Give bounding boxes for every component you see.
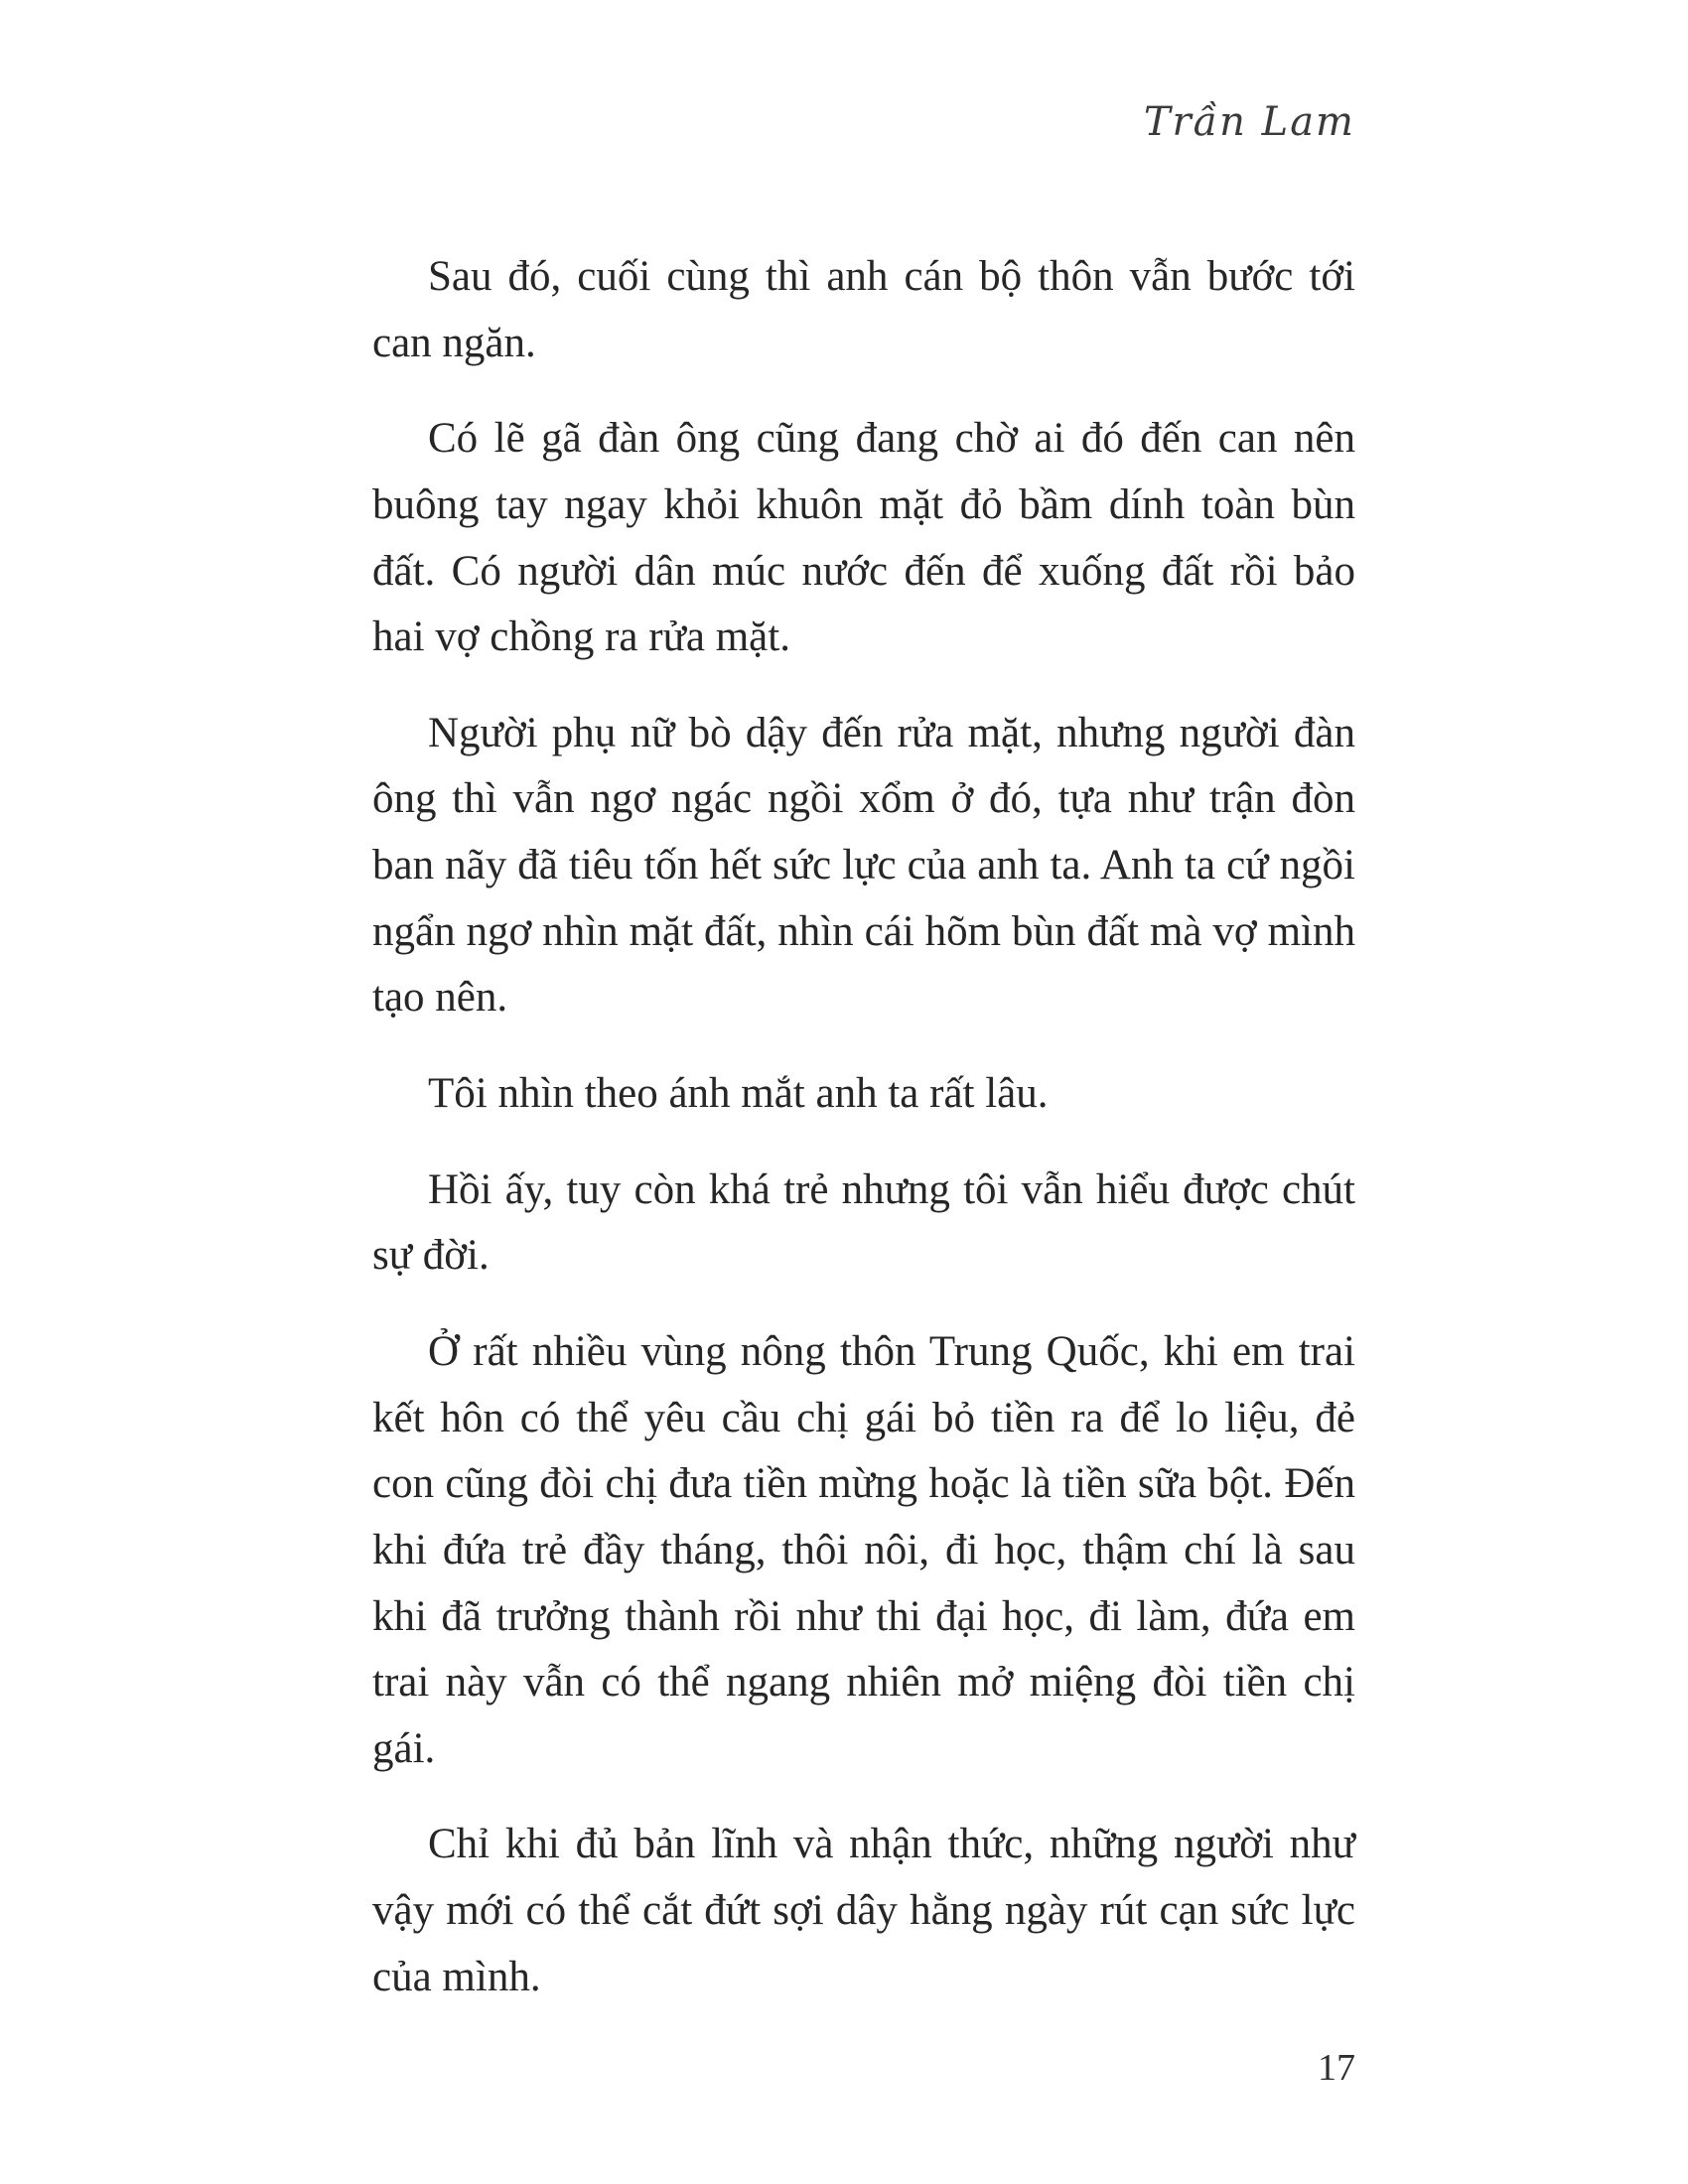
page-header [372, 99, 1355, 145]
paragraph: Tôi nhìn theo ánh mắt anh ta rất lâu. [428, 1070, 1049, 1118]
author-name: Trần Lam [1143, 99, 1355, 145]
page-body [372, 244, 1355, 2040]
page-footer [372, 2046, 1355, 2090]
paragraph: Có lẽ gã đàn ông cũng đang chờ ai đó đến can nên buông tay ngay khỏi khuôn mặt đỏ bầm dính toàn bùn đất. Có người dân múc nước đến để xuống đất rồi bảo hai vợ chồng ra rửa mặt. [372, 415, 1355, 661]
paragraph: Hồi ấy, tuy còn khá trẻ nhưng tôi vẫn hiểu được chút sự đời. [372, 1165, 1355, 1280]
paragraph: Người phụ nữ bò dậy đến rửa mặt, nhưng người đàn ông thì vẫn ngơ ngác ngồi xổm ở đó, tựa như trận đòn ban nãy đã tiêu tốn hết sức lực của anh ta. Anh ta cứ ngồi ngẩn ngơ nhìn mặt đất, nhìn cái hõm bùn đất mà vợ mình tạo nên. [372, 709, 1355, 1022]
paragraph: Sau đó, cuối cùng thì anh cán bộ thôn vẫn bước tới can ngăn. [372, 253, 1355, 366]
page-number: 17 [1318, 2047, 1355, 2089]
paragraph: Ở rất nhiều vùng nông thôn Trung Quốc, khi em trai kết hôn có thể yêu cầu chị gái bỏ tiền ra để lo liệu, đẻ con cũng đòi chị đưa tiền mừng hoặc là tiền sữa bột. Đến khi đứa trẻ đầy tháng, thôi nôi, đi học, thậm chí là sau khi đã trưởng thành rồi như thi đại học, đi làm, đứa em trai này vẫn có thể ngang nhiên mở miệng đòi tiền chị gái. [372, 1327, 1355, 1772]
paragraph: Chỉ khi đủ bản lĩnh và nhận thức, những người như vậy mới có thể cắt đứt sợi dây hằng ngày rút cạn sức lực của mình. [372, 1821, 1355, 2000]
